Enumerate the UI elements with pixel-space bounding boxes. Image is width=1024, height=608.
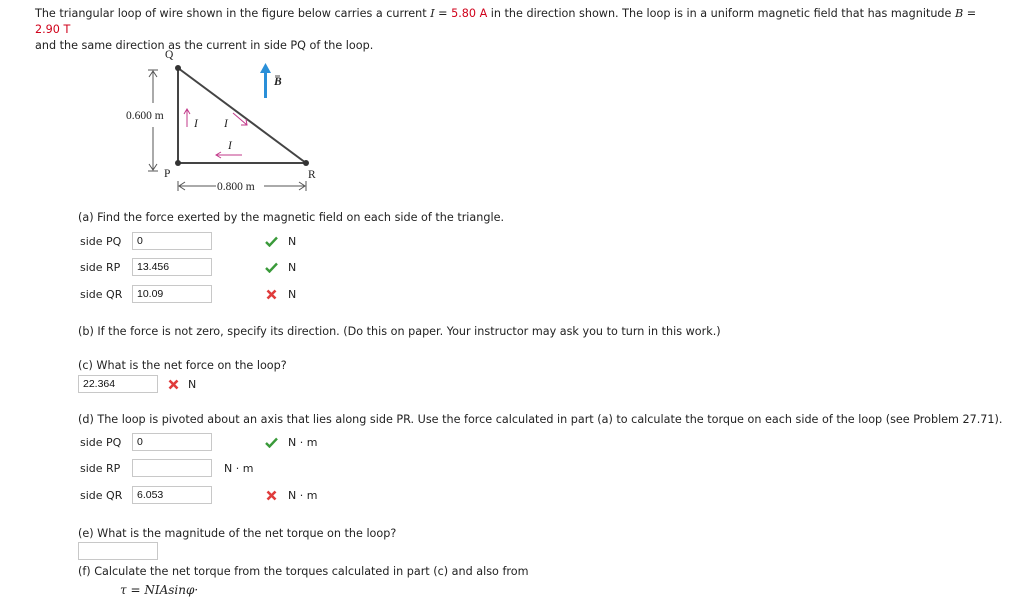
dim-horizontal-label: 0.800 m — [217, 181, 255, 193]
label-b: B — [274, 76, 282, 88]
part-e-row — [78, 542, 158, 560]
part-a-row-rp — [80, 258, 296, 276]
part-d-unit-pq: N · m — [288, 435, 318, 449]
part-d-label-qr: side QR — [80, 488, 123, 502]
part-a-unit-qr: N — [288, 287, 297, 301]
figure-svg — [120, 45, 320, 195]
intro-text-2: in the direction shown. The loop is in a uniform magnetic field that has magnitude — [487, 7, 955, 20]
vertex-q — [175, 65, 181, 71]
part-a-label-rp: side RP — [80, 260, 121, 274]
check-icon — [264, 260, 278, 274]
part-a-unit-pq: N — [288, 234, 297, 248]
part-a-row-pq — [80, 232, 296, 250]
part-d-label-rp: side RP — [80, 461, 121, 475]
equals-1: = — [434, 7, 452, 20]
field-arrow-shaft — [264, 72, 267, 98]
field-symbol: B — [954, 7, 964, 20]
part-e-question: (e) What is the magnitude of the net torque on the loop? — [78, 527, 397, 540]
label-i-qr: I — [224, 118, 228, 130]
part-a-input-rp[interactable]: 13.456 — [132, 258, 212, 276]
part-a-label-pq: side PQ — [80, 234, 122, 248]
side-qr-wire — [178, 68, 306, 163]
current-symbol: I — [430, 7, 435, 20]
part-d-input-qr[interactable]: 6.053 — [132, 486, 212, 504]
label-p: P — [164, 168, 171, 180]
part-a-input-qr[interactable]: 10.09 — [132, 285, 212, 303]
part-d-row-rp — [80, 459, 253, 477]
intro-text-1: The triangular loop of wire shown in the figure below carries a current — [35, 7, 431, 20]
label-r: R — [308, 169, 316, 181]
vertex-p — [175, 160, 181, 166]
dim-vertical-label: 0.600 m — [126, 110, 164, 122]
part-d-label-pq: side PQ — [80, 435, 122, 449]
intro-text-3: and the same direction as the current in side PQ of the loop. — [35, 39, 374, 52]
part-f-question: (f) Calculate the net torque from the torques calculated in part (c) and also from — [78, 565, 529, 578]
check-icon — [264, 234, 278, 248]
part-a-label-qr: side QR — [80, 287, 123, 301]
check-icon — [264, 435, 278, 449]
part-a-unit-rp: N — [288, 260, 297, 274]
label-i-rp: I — [228, 140, 232, 152]
label-i-pq: I — [194, 118, 198, 130]
part-d-unit-rp: N · m — [224, 461, 254, 475]
vertex-r — [303, 160, 309, 166]
part-d-question: (d) The loop is pivoted about an axis that lies along side PR. Use the force calculated in part (a) to calculate the torque on each side of the loop (see Problem 27.71). — [78, 413, 1003, 426]
part-c-row — [78, 375, 196, 393]
part-d-input-pq[interactable]: 0 — [132, 433, 212, 451]
field-value: 2.90 T — [35, 23, 71, 36]
part-d-row-qr — [80, 486, 317, 504]
part-b-question: (b) If the force is not zero, specify its direction. (Do this on paper. Your instructor may ask you to turn in this work.) — [78, 325, 721, 338]
part-d-unit-qr: N · m — [288, 488, 318, 502]
part-c-question: (c) What is the net force on the loop? — [78, 359, 287, 372]
cross-icon — [166, 377, 180, 391]
part-e-input[interactable] — [78, 542, 158, 560]
torque-formula: τ = NIAsinφ· — [120, 583, 199, 597]
part-d-input-rp[interactable] — [132, 459, 212, 477]
triangle-loop-figure — [120, 45, 320, 195]
part-a-question: (a) Find the force exerted by the magnetic field on each side of the triangle. — [78, 211, 505, 224]
part-d-row-pq — [80, 433, 317, 451]
part-a-row-qr — [80, 285, 296, 303]
equals-2: = — [963, 7, 977, 20]
part-c-input[interactable]: 22.364 — [78, 375, 158, 393]
cross-icon — [264, 488, 278, 502]
current-value: 5.80 A — [451, 7, 488, 20]
part-a-input-pq[interactable]: 0 — [132, 232, 212, 250]
field-arrow-head-icon — [260, 63, 271, 73]
label-q: Q — [165, 49, 174, 61]
cross-icon — [264, 287, 278, 301]
part-c-unit: N — [188, 377, 197, 391]
